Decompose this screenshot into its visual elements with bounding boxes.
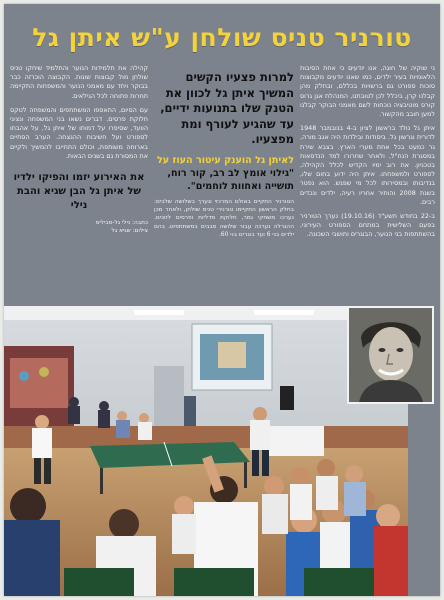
right-paragraph-3: ב-22 בחודש תשע"ד (19.10.16) נערך הטורניר בפעם השלישית במתחם הספורט העירוני, בהשתתפות בני הנוער, הבוגרים ותושבי השכונה. (300, 212, 435, 239)
middle-column (154, 70, 294, 240)
page-right-margin (408, 404, 440, 596)
left-paragraph-1: קהילה את תלמידות הנוער והתלמיד שיחקו טניס שולחן מול קבוצות שונות. הקבוצה הוכרזה כבר בבוקר ויחד עם מאמני הנוער והמשפחות התקיימה תחרות פתוחה לכל הגילאים. (10, 64, 148, 100)
lead-paragraph: למרות פצעיו הקשים המשיך איתן גל לכוון את הטנק שלו בתנועות ידיים, עד שהגיע לעורף ומת מפצעיו. (160, 70, 294, 146)
right-column (300, 64, 435, 304)
medal-quote (154, 154, 294, 193)
photo-credits: כתבה: נילי גל-סביליס צילום: שגיא גל (95, 220, 148, 235)
medal-quote-text: "גילוי אומץ לב רב, קור רוח, תושייה ואחוות לוחמים". (167, 167, 294, 192)
medal-quote-label: לאיתן גל הוענק עיטור העוז על (156, 154, 294, 166)
portrait-photo (347, 306, 434, 404)
article-headline: טורניר טניס שולחן ע"ש איתן גל (32, 23, 412, 52)
left-paragraph-2: עם הסיום, התאספו המשתתפים והמשפחה לטקס חלוקת פרסים. דברים נשאו בני המשפחה ונציגי הוועד, שסיפרו על דמותו של איתן גל, על אהבתו לספורט ועל חשיבות ההנצחה. הערב הסתיים בארוחה משותפת, וכולם התחייבו להמשיך ולקיים את המסורת גם בשנים הבאות. (10, 105, 148, 160)
middle-caption: הטורניר התקיים באולם המרכזי ונערך בשלושה שלבים: בחלק הראשון התקיימו טורנירי טניס שולחן, ולאחר מכן נערכו משחקי גמר, חלוקת מדליות ופרסים לזוכים. ההגרלה נערכה עבור שלושה סבבים במשתתפים. בהם ילדים בני 6 ועד בוגרים בני 60. (154, 198, 294, 239)
right-paragraph-1: ני שוקיה של חוגה, אנו יודעים כי אחת הסיבות הלאומיות בעיר ילדים, כמו שאנו יודעים מקבוצות סוכות ספורט גם ברשויות בכללם, ובחלק מהן קבלנו קרן, ביכלל לכן לטובתנו, המנהלת אגן גרוס קורס מוטיבציה נוכחות לשם מאמני הבוקר קבלנו למען חובב מהקשור. (300, 64, 435, 119)
dedication: את האירוע יזמו והפיקו ילדיו של איתן גל הבן שגיא והבת נילי (13, 172, 145, 212)
left-column (10, 64, 148, 235)
right-paragraph-2: איתן גל נולד בראשון לציון ב-4 בנובמבר 1948 לדורית וגרשון גל. ביסודות ובילדות היה אגב מורה, גר כמעט בכל אחת מערי הארץ. בצבא שירת במסגרת הנח"ל, ולאחר שחרורו למד הנדסאות בטכניון. את רוב ימיו הקדיש לכלל הקהילה, לספורט ולמשפחתו. איתן היה ידוע בחום שלו, בנדיבותו ובמסירותו לכל מי שפגש. הוא נפטר בשנת 2008 והותיר אחריו רעיה, ילדים ונכדים רבים. (300, 124, 435, 206)
magazine-page (4, 4, 440, 596)
